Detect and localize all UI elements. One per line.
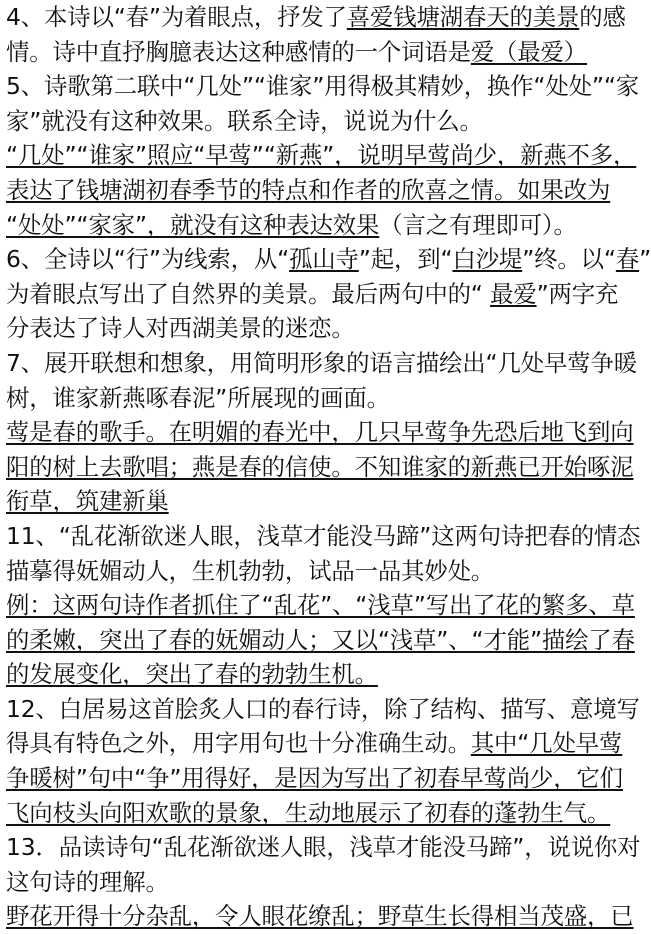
question-text: 树，谁家新燕啄春泥”所展现的画面。 [6, 383, 390, 412]
text-line [6, 588, 634, 623]
underlined-answer-text: 飞向枝头向阳欢歌的景象，生动地展示了初春的蓬勃生气。 [6, 798, 611, 827]
underlined-answer-text: “几处”“谁家”照应“早莺”“新燕”，说明早莺尚少，新燕不多， [6, 141, 637, 170]
text-line [6, 657, 634, 692]
text-line [6, 554, 634, 589]
question-text: 家”就没有这种效果。联系全诗，说说为什么。 [6, 106, 483, 135]
question-text: 分表达了诗人对西湖美景的迷恋。 [6, 314, 355, 343]
text-line [6, 138, 637, 173]
text-line [6, 623, 634, 658]
question-text: 描摹得妩媚动人，生机勃勃，试品一品其妙处。 [6, 556, 495, 585]
question-text: ” [639, 245, 651, 274]
text-line [6, 899, 634, 934]
text-line [6, 208, 634, 243]
question-text: 11、“乱花渐欲迷人眼，浅草才能没马蹄”这两句诗把春的情态 [6, 521, 641, 550]
question-text: ”两字充 [536, 279, 619, 308]
underlined-answer-text: 例：这两句诗作者抓住了“乱花”、“浅草”写出了花的繁多、草 [6, 591, 635, 620]
text-line [6, 69, 640, 104]
text-line [6, 796, 634, 831]
text-line [6, 450, 634, 485]
question-text: 情。诗中直抒胸臆表达这种感情的一个词语是 [6, 37, 471, 66]
text-line [6, 830, 641, 865]
question-text: 6、全诗以“行”为线索，从“ [6, 245, 290, 274]
question-text: （言之有理即可）。 [379, 210, 577, 239]
text-line [6, 761, 634, 796]
question-text: 12、白居易这首脍炙人口的春行诗，除了结构、描写、意境写 [6, 694, 640, 723]
text-line [6, 381, 634, 416]
text-line [6, 484, 634, 519]
text-line [6, 311, 634, 346]
question-text: 为着眼点写出了自然界的美景。最后两句中的“ [6, 279, 491, 308]
question-text: ”终。以“ [522, 245, 616, 274]
underlined-answer-text: “处处”“家家”，就没有这种表达效果 [6, 210, 380, 239]
underlined-answer-text: 孤山寺 [289, 245, 359, 274]
text-line [6, 104, 634, 139]
question-text: 得具有特色之外，用字用句也十分准确生动。 [6, 729, 471, 758]
underlined-answer-text: 野花开得十分杂乱，令人眼花缭乱；野草生长得相当茂盛，已 [6, 902, 634, 931]
underlined-answer-text: 的柔嫩，突出了春的妩媚动人；又以“浅草”、“才能”描绘了春 [6, 625, 635, 654]
text-line [6, 35, 634, 70]
text-line [6, 865, 634, 900]
underlined-answer-text: 争暖树”句中“争”用得好，是因为写出了初春早莺尚少，它们 [6, 764, 623, 793]
question-text: 的感 [579, 3, 626, 31]
underlined-answer-text: 爱（最爱） [470, 37, 588, 66]
question-text: 7、展开联想和想象，用简明形象的语言描绘出“几处早莺争暖 [6, 348, 637, 377]
text-line [6, 346, 637, 381]
underlined-answer-text: 表达了钱塘湖初春季节的特点和作者的欣喜之情。如果改为 [6, 175, 611, 204]
question-text: ”起，到“ [358, 245, 453, 274]
underlined-answer-text: 的发展变化，突出了春的勃勃生机。 [6, 660, 378, 689]
underlined-answer-text: 阳的树上去歌唱；燕是春的信使。不知谁家的新燕已开始啄泥 [6, 452, 634, 481]
text-line [6, 415, 634, 450]
underlined-answer-text: 莺是春的歌手。在明媚的春光中，几只早莺争先恐后地飞到向 [6, 418, 634, 447]
text-line [6, 0, 634, 35]
question-text: 4、本诗以“春”为着眼点，抒发了 [6, 3, 347, 31]
underlined-answer-text: 最爱 [490, 279, 537, 308]
underlined-answer-text: 白沙堤 [452, 245, 523, 274]
underlined-answer-text: 其中“几处早莺 [470, 729, 623, 758]
question-text: 5、诗歌第二联中“几处”“谁家”用得极其精妙，换作“处处”“家 [6, 72, 640, 101]
text-line [6, 277, 634, 312]
text-line [6, 173, 634, 208]
question-text: 这句诗的理解。 [6, 867, 169, 896]
text-line [6, 519, 641, 554]
underlined-answer-text: 衔草，筑建新巢 [6, 487, 169, 516]
question-text: 13．品读诗句“乱花渐欲迷人眼，浅草才能没马蹄”，说说你对 [6, 833, 641, 862]
text-line [6, 242, 651, 277]
text-line [6, 692, 640, 727]
text-line [6, 726, 634, 761]
underlined-answer-text: 春 [615, 245, 640, 274]
underlined-answer-text: 喜爱钱塘湖春天的美景 [346, 3, 580, 31]
